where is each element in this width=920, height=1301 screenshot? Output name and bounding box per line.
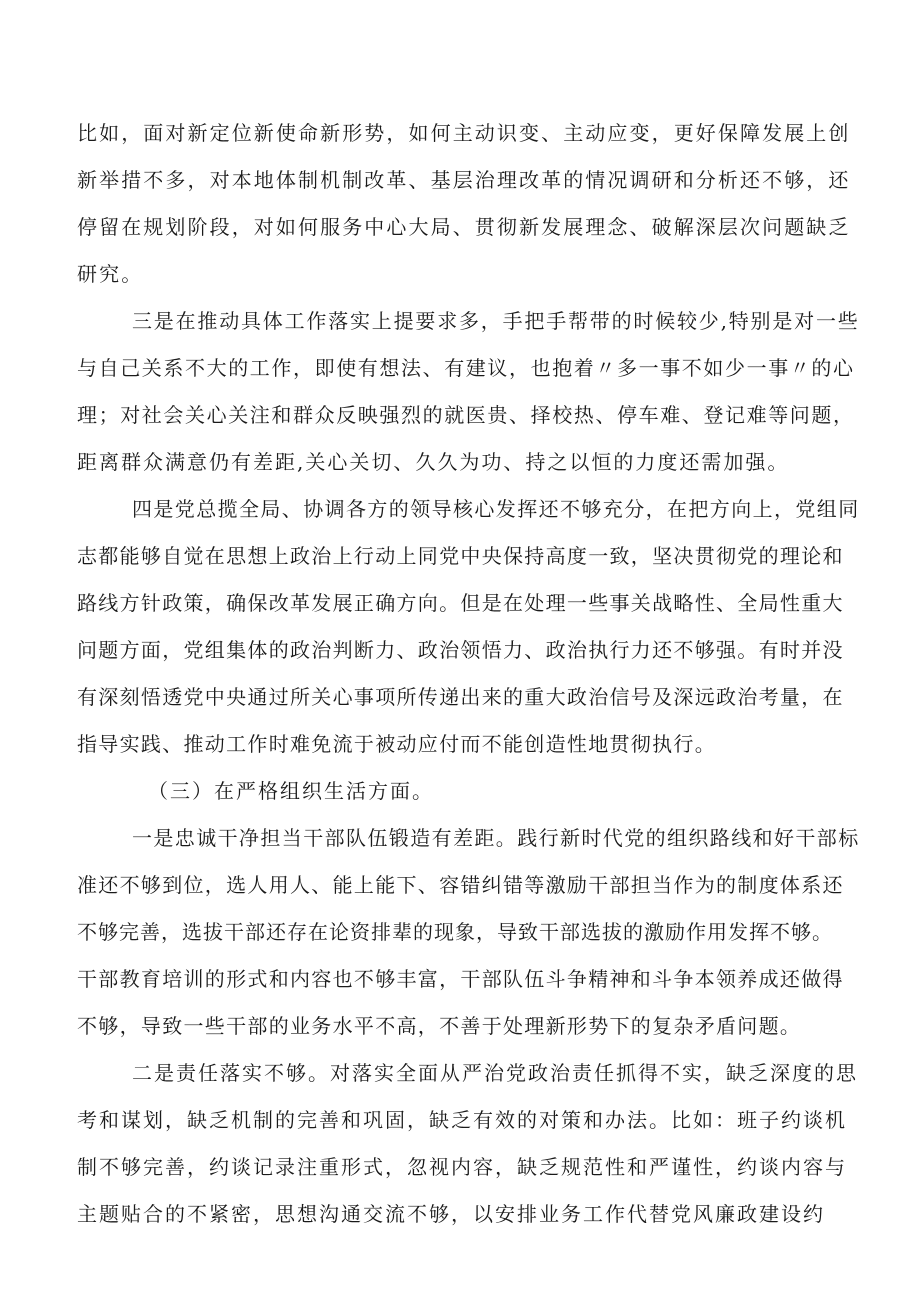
text-line: 理；对社会关心关注和群众反映强烈的就医贵、择校热、停车难、登记难等问题，	[77, 403, 855, 427]
text-line: 准还不够到位，选人用人、能上能下、容错纠错等激励干部担当作为的制度体系还	[77, 873, 844, 897]
text-line: 三是在推动具体工作落实上提要求多，手把手帮带的时候较少,特别是对一些	[132, 309, 860, 333]
text-line: 与自己关系不大的工作，即使有想法、有建议，也抱着〃多一事不如少一事〃的心	[77, 356, 855, 380]
text-line: 二是责任落实不够。对落实全面从严治党政治责任抓得不实，缺乏深度的思	[132, 1061, 858, 1085]
text-line: 新举措不多，对本地体制机制改革、基层治理改革的情况调研和分析还不够，还	[77, 168, 851, 192]
text-line: 不够完善，选拔干部还存在论资排辈的现象，导致干部选拔的激励作用发挥不够。	[77, 920, 833, 944]
text-line: 指导实践、推动工作时难免流于被动应付而不能创造性地贯彻执行。	[77, 732, 716, 756]
text-line: 主题贴合的不紧密，思想沟通交流不够，以安排业务工作代替党风廉政建设约	[77, 1202, 825, 1226]
text-line: 距离群众满意仍有差距,关心关切、久久为功、持之以恒的力度还需加强。	[77, 450, 790, 474]
text-line: 志都能够自觉在思想上政治上行动上同党中央保持高度一致，坚决贯彻党的理论和	[77, 544, 844, 568]
text-line: 停留在规划阶段，对如何服务中心大局、贯彻新发展理念、破解深层次问题缺乏	[77, 215, 851, 239]
text-line: 考和谋划，缺乏机制的完善和巩固，缺乏有效的对策和办法。比如：班子约谈机	[77, 1108, 847, 1132]
text-line: 问题方面，党组集体的政治判断力、政治领悟力、政治执行力还不够强。有时并没	[77, 638, 844, 662]
text-line: 比如，面对新定位新使命新形势，如何主动识变、主动应变，更好保障发展上创	[77, 121, 851, 145]
text-line: 研究。	[77, 262, 144, 286]
text-line: 有深刻悟透党中央通过所关心事项所传递出来的重大政治信号及深远政治考量，在	[77, 685, 844, 709]
text-line: 干部教育培训的形式和内容也不够丰富，干部队伍斗争精神和斗争本领养成还做得	[77, 967, 844, 991]
text-line: 路线方针政策，确保改革发展正确方向。但是在处理一些事关战略性、全局性重大	[77, 591, 844, 615]
text-line: 不够，导致一些干部的业务水平不高，不善于处理新形势下的复杂矛盾问题。	[77, 1014, 802, 1038]
text-line: 制不够完善，约谈记录注重形式，忽视内容，缺乏规范性和严谨性，约谈内容与	[77, 1155, 847, 1179]
text-line: 一是忠诚干净担当干部队伍锻造有差距。践行新时代党的组织路线和好干部标	[132, 826, 860, 850]
text-line: 四是党总揽全局、协调各方的领导核心发挥还不够充分，在把方向上，党组同	[132, 497, 860, 521]
section-heading: （三）在严格组织生活方面。	[148, 779, 434, 803]
